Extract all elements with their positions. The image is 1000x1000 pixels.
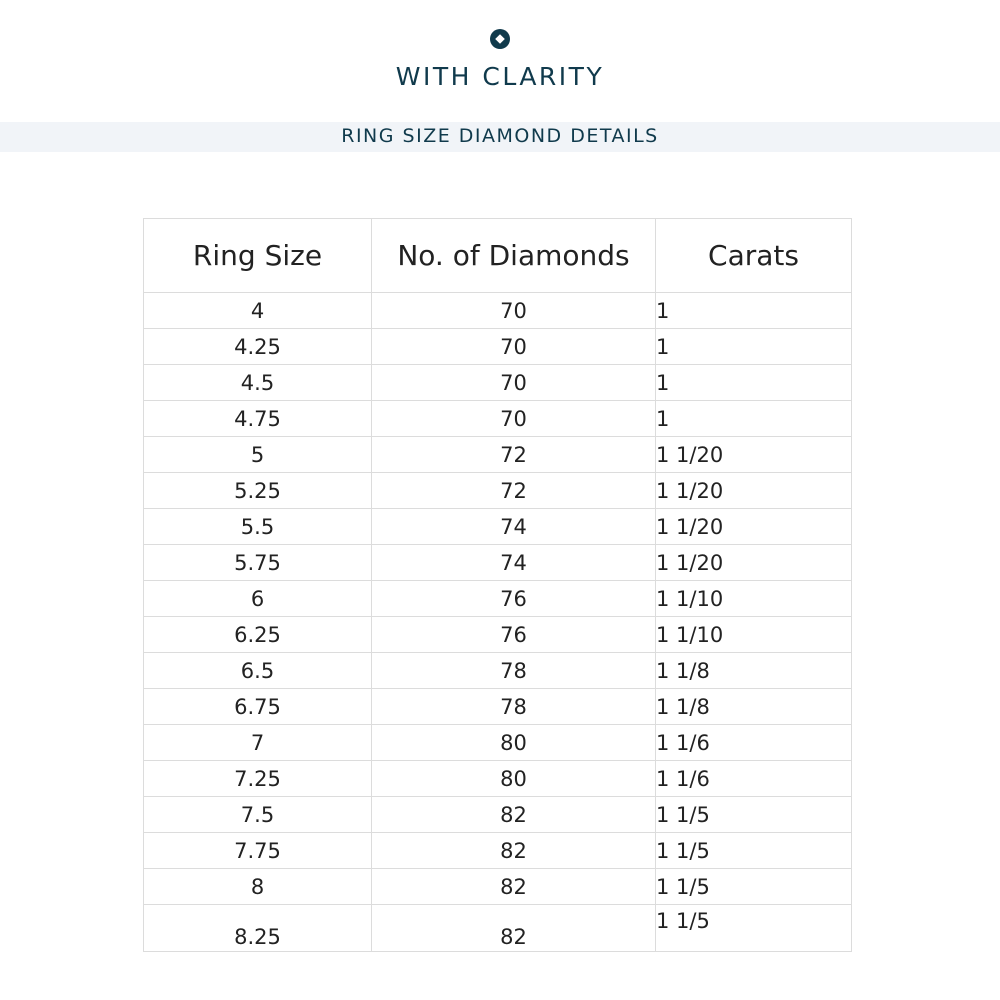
cell-size: 4.75 — [144, 401, 372, 437]
cell-diamonds: 72 — [372, 437, 656, 473]
cell-size: 7.25 — [144, 761, 372, 797]
table-header-row — [144, 219, 852, 293]
cell-diamonds: 78 — [372, 689, 656, 725]
table-row — [144, 797, 852, 833]
cell-size: 7.75 — [144, 833, 372, 869]
table-row — [144, 329, 852, 365]
table-row — [144, 869, 852, 905]
cell-diamonds: 82 — [372, 869, 656, 905]
header-ring-size: Ring Size — [144, 219, 372, 293]
cell-size: 5.25 — [144, 473, 372, 509]
cell-size: 7 — [144, 725, 372, 761]
cell-carats: 1 1/5 — [656, 797, 852, 833]
cell-size: 6.25 — [144, 617, 372, 653]
cell-size: 4 — [144, 293, 372, 329]
cell-diamonds: 72 — [372, 473, 656, 509]
table-row — [144, 401, 852, 437]
cell-size: 5.5 — [144, 509, 372, 545]
cell-carats: 1 1/5 — [656, 869, 852, 905]
table-row — [144, 833, 852, 869]
table-row — [144, 905, 852, 952]
brand-name: WITH CLARITY — [395, 62, 605, 91]
header-carats: Carats — [656, 219, 852, 293]
cell-diamonds: 76 — [372, 617, 656, 653]
table-row — [144, 509, 852, 545]
cell-size: 7.5 — [144, 797, 372, 833]
cell-diamonds: 80 — [372, 761, 656, 797]
cell-carats: 1 1/20 — [656, 437, 852, 473]
cell-size: 6 — [144, 581, 372, 617]
cell-size: 4.25 — [144, 329, 372, 365]
table-row — [144, 689, 852, 725]
table-row — [144, 293, 852, 329]
table-row — [144, 581, 852, 617]
cell-carats: 1 1/5 — [656, 833, 852, 869]
table-row — [144, 473, 852, 509]
cell-size: 4.5 — [144, 365, 372, 401]
cell-diamonds: 82 — [372, 905, 656, 952]
cell-size: 8.25 — [144, 905, 372, 952]
cell-diamonds: 74 — [372, 545, 656, 581]
cell-diamonds: 70 — [372, 293, 656, 329]
cell-diamonds: 70 — [372, 329, 656, 365]
table-body — [144, 293, 852, 952]
table-row — [144, 761, 852, 797]
cell-carats: 1 1/5 — [656, 905, 852, 952]
cell-size: 5 — [144, 437, 372, 473]
cell-diamonds: 74 — [372, 509, 656, 545]
cell-carats: 1 1/8 — [656, 653, 852, 689]
cell-carats: 1 1/10 — [656, 581, 852, 617]
cell-diamonds: 76 — [372, 581, 656, 617]
cell-size: 6.75 — [144, 689, 372, 725]
cell-diamonds: 82 — [372, 833, 656, 869]
ring-size-table — [143, 218, 852, 952]
cell-diamonds: 82 — [372, 797, 656, 833]
table-row — [144, 437, 852, 473]
header-no-of-diamonds: No. of Diamonds — [372, 219, 656, 293]
cell-size: 5.75 — [144, 545, 372, 581]
diamond-circle-icon — [489, 28, 511, 50]
cell-carats: 1 1/8 — [656, 689, 852, 725]
cell-carats: 1 — [656, 329, 852, 365]
cell-carats: 1 1/20 — [656, 545, 852, 581]
cell-size: 8 — [144, 869, 372, 905]
cell-carats: 1 1/20 — [656, 473, 852, 509]
cell-diamonds: 78 — [372, 653, 656, 689]
cell-diamonds: 70 — [372, 401, 656, 437]
cell-size: 6.5 — [144, 653, 372, 689]
table-row — [144, 545, 852, 581]
page-subtitle: RING SIZE DIAMOND DETAILS — [341, 125, 659, 147]
cell-carats: 1 1/20 — [656, 509, 852, 545]
cell-diamonds: 70 — [372, 365, 656, 401]
cell-carats: 1 1/6 — [656, 761, 852, 797]
table-row — [144, 617, 852, 653]
cell-carats: 1 — [656, 365, 852, 401]
cell-diamonds: 80 — [372, 725, 656, 761]
cell-carats: 1 — [656, 293, 852, 329]
table-row — [144, 725, 852, 761]
table-row — [144, 365, 852, 401]
cell-carats: 1 1/10 — [656, 617, 852, 653]
cell-carats: 1 1/6 — [656, 725, 852, 761]
cell-carats: 1 — [656, 401, 852, 437]
table-row — [144, 653, 852, 689]
